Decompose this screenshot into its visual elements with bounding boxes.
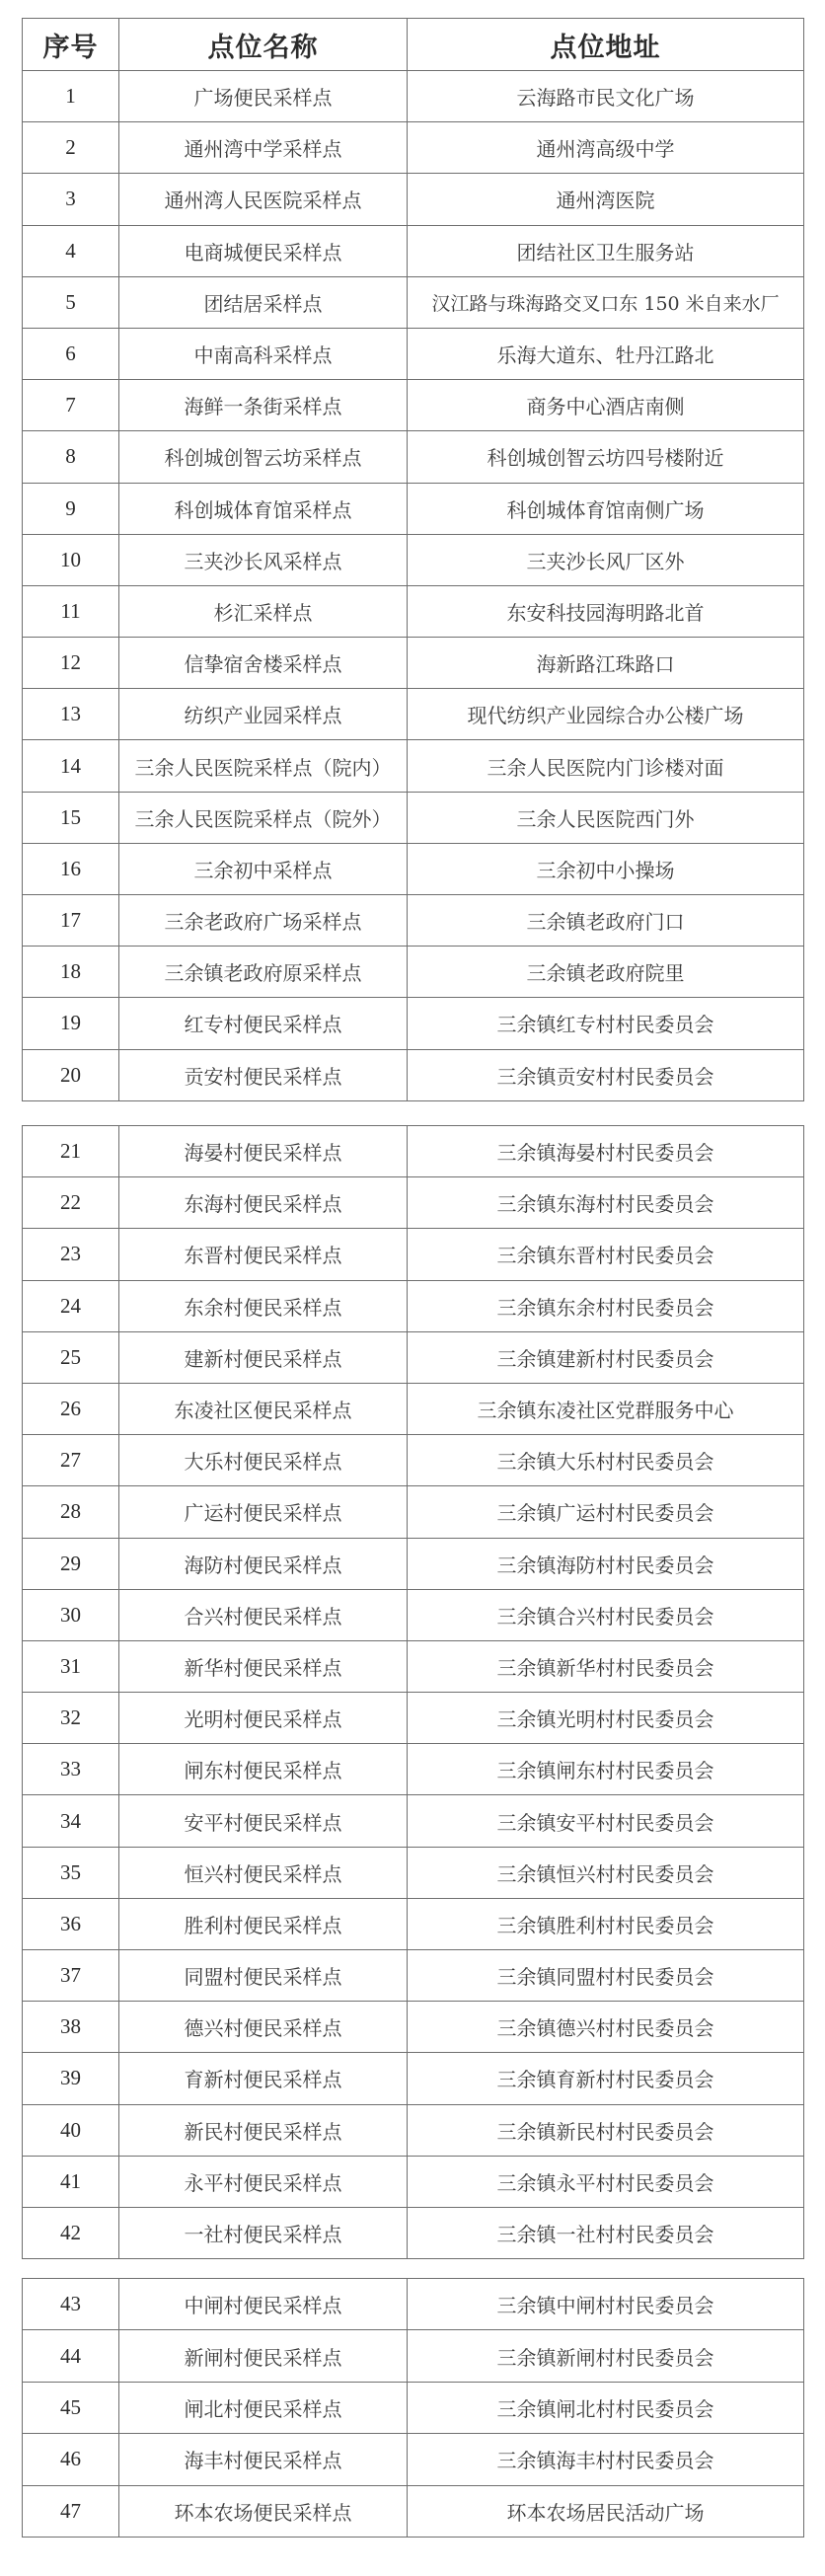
cell-site-name: 中闸村便民采样点 — [119, 2279, 408, 2330]
header-site-name: 点位名称 — [119, 19, 408, 71]
cell-site-address: 三余镇中闸村村民委员会 — [408, 2279, 804, 2330]
cell-serial-number: 6 — [23, 328, 119, 379]
sampling-table-part-2 — [22, 1125, 803, 2259]
cell-serial-number: 8 — [23, 431, 119, 483]
cell-site-name: 新闸村便民采样点 — [119, 2330, 408, 2382]
cell-serial-number: 18 — [23, 947, 119, 998]
cell-serial-number: 14 — [23, 740, 119, 792]
cell-site-name: 杉汇采样点 — [119, 585, 408, 637]
cell-site-address: 三余镇老政府门口 — [408, 895, 804, 947]
table-row — [23, 740, 804, 792]
cell-site-address: 三余镇德兴村村民委员会 — [408, 2002, 804, 2053]
table-row — [23, 1331, 804, 1383]
table-row — [23, 1486, 804, 1538]
cell-serial-number: 17 — [23, 895, 119, 947]
table-row — [23, 998, 804, 1049]
cell-site-name: 育新村便民采样点 — [119, 2053, 408, 2104]
cell-site-name: 贡安村便民采样点 — [119, 1049, 408, 1100]
cell-serial-number: 34 — [23, 1795, 119, 1847]
table-row — [23, 1049, 804, 1100]
cell-site-name: 电商城便民采样点 — [119, 225, 408, 276]
table-row — [23, 843, 804, 894]
cell-site-name: 闸东村便民采样点 — [119, 1744, 408, 1795]
cell-site-address: 科创城创智云坊四号楼附近 — [408, 431, 804, 483]
cell-site-address: 云海路市民文化广场 — [408, 71, 804, 122]
cell-serial-number: 2 — [23, 122, 119, 174]
sampling-table-part-3 — [22, 2278, 803, 2538]
cell-site-address: 商务中心酒店南侧 — [408, 380, 804, 431]
cell-site-name: 恒兴村便民采样点 — [119, 1847, 408, 1898]
cell-site-address: 三余镇新民村村民委员会 — [408, 2104, 804, 2156]
cell-serial-number: 23 — [23, 1229, 119, 1280]
cell-site-address: 汉江路与珠海路交叉口东 150 米自来水厂 — [408, 276, 804, 328]
table-body — [23, 71, 804, 1101]
cell-site-name: 三余人民医院采样点（院内） — [119, 740, 408, 792]
table-row — [23, 2434, 804, 2485]
cell-serial-number: 4 — [23, 225, 119, 276]
table-row — [23, 585, 804, 637]
cell-serial-number: 19 — [23, 998, 119, 1049]
cell-site-address: 团结社区卫生服务站 — [408, 225, 804, 276]
cell-serial-number: 39 — [23, 2053, 119, 2104]
cell-site-name: 三余镇老政府原采样点 — [119, 947, 408, 998]
cell-site-name: 科创城创智云坊采样点 — [119, 431, 408, 483]
cell-serial-number: 15 — [23, 792, 119, 843]
cell-site-address: 三余镇光明村村民委员会 — [408, 1693, 804, 1744]
cell-serial-number: 27 — [23, 1435, 119, 1486]
cell-site-name: 新民村便民采样点 — [119, 2104, 408, 2156]
cell-site-name: 广场便民采样点 — [119, 71, 408, 122]
cell-serial-number: 24 — [23, 1280, 119, 1331]
cell-site-address: 东安科技园海明路北首 — [408, 585, 804, 637]
cell-serial-number: 29 — [23, 1538, 119, 1589]
cell-serial-number: 31 — [23, 1640, 119, 1692]
table-row — [23, 1640, 804, 1692]
table-row — [23, 1898, 804, 1949]
table-row — [23, 2104, 804, 2156]
cell-site-name: 中南高科采样点 — [119, 328, 408, 379]
cell-site-name: 胜利村便民采样点 — [119, 1898, 408, 1949]
cell-serial-number: 40 — [23, 2104, 119, 2156]
cell-site-name: 闸北村便民采样点 — [119, 2382, 408, 2433]
cell-site-name: 大乐村便民采样点 — [119, 1435, 408, 1486]
cell-serial-number: 30 — [23, 1589, 119, 1640]
cell-site-name: 纺织产业园采样点 — [119, 689, 408, 740]
table-row — [23, 689, 804, 740]
table-row — [23, 1280, 804, 1331]
cell-site-address: 乐海大道东、牡丹江路北 — [408, 328, 804, 379]
cell-site-address: 三余人民医院内门诊楼对面 — [408, 740, 804, 792]
cell-site-name: 新华村便民采样点 — [119, 1640, 408, 1692]
cell-site-name: 东凌社区便民采样点 — [119, 1383, 408, 1434]
cell-site-address: 三余镇大乐村村民委员会 — [408, 1435, 804, 1486]
cell-site-name: 海防村便民采样点 — [119, 1538, 408, 1589]
cell-site-name: 永平村便民采样点 — [119, 2156, 408, 2207]
cell-site-name: 光明村便民采样点 — [119, 1693, 408, 1744]
table-row — [23, 276, 804, 328]
cell-site-name: 东海村便民采样点 — [119, 1177, 408, 1229]
cell-serial-number: 25 — [23, 1331, 119, 1383]
table-row — [23, 638, 804, 689]
cell-site-name: 红专村便民采样点 — [119, 998, 408, 1049]
table-row — [23, 792, 804, 843]
table-body — [23, 2279, 804, 2538]
table-row — [23, 895, 804, 947]
cell-site-name: 安平村便民采样点 — [119, 1795, 408, 1847]
cell-serial-number: 43 — [23, 2279, 119, 2330]
cell-serial-number: 35 — [23, 1847, 119, 1898]
sampling-table — [22, 1125, 804, 2259]
cell-site-name: 海丰村便民采样点 — [119, 2434, 408, 2485]
cell-serial-number: 20 — [23, 1049, 119, 1100]
cell-site-address: 三余镇恒兴村村民委员会 — [408, 1847, 804, 1898]
cell-serial-number: 1 — [23, 71, 119, 122]
cell-site-address: 三余镇胜利村村民委员会 — [408, 1898, 804, 1949]
cell-site-address: 三余镇育新村村民委员会 — [408, 2053, 804, 2104]
cell-site-name: 通州湾中学采样点 — [119, 122, 408, 174]
cell-serial-number: 13 — [23, 689, 119, 740]
cell-site-address: 通州湾医院 — [408, 174, 804, 225]
table-row — [23, 380, 804, 431]
cell-serial-number: 45 — [23, 2382, 119, 2433]
cell-site-name: 广运村便民采样点 — [119, 1486, 408, 1538]
cell-serial-number: 32 — [23, 1693, 119, 1744]
cell-site-name: 三余人民医院采样点（院外） — [119, 792, 408, 843]
table-row — [23, 1950, 804, 2002]
table-row — [23, 1383, 804, 1434]
cell-site-address: 现代纺织产业园综合办公楼广场 — [408, 689, 804, 740]
cell-site-name: 合兴村便民采样点 — [119, 1589, 408, 1640]
table-row — [23, 1177, 804, 1229]
table-row — [23, 1538, 804, 1589]
cell-site-address: 三余镇海丰村村民委员会 — [408, 2434, 804, 2485]
cell-serial-number: 46 — [23, 2434, 119, 2485]
table-row — [23, 328, 804, 379]
cell-serial-number: 26 — [23, 1383, 119, 1434]
cell-site-address: 三余镇东晋村村民委员会 — [408, 1229, 804, 1280]
cell-site-address: 三余镇海防村村民委员会 — [408, 1538, 804, 1589]
table-row — [23, 1126, 804, 1177]
cell-site-name: 三余初中采样点 — [119, 843, 408, 894]
sampling-table — [22, 2278, 804, 2538]
table-row — [23, 431, 804, 483]
table-row — [23, 1744, 804, 1795]
sampling-table — [22, 18, 804, 1101]
cell-site-address: 三余镇闸东村村民委员会 — [408, 1744, 804, 1795]
cell-site-name: 建新村便民采样点 — [119, 1331, 408, 1383]
cell-site-address: 三余镇新闸村村民委员会 — [408, 2330, 804, 2382]
cell-site-name: 德兴村便民采样点 — [119, 2002, 408, 2053]
cell-serial-number: 10 — [23, 534, 119, 585]
cell-site-address: 三余镇贡安村村民委员会 — [408, 1049, 804, 1100]
cell-site-address: 三余镇一社村村民委员会 — [408, 2207, 804, 2258]
table-row — [23, 122, 804, 174]
cell-site-address: 环本农场居民活动广场 — [408, 2485, 804, 2537]
cell-serial-number: 9 — [23, 483, 119, 534]
table-row — [23, 2156, 804, 2207]
cell-serial-number: 38 — [23, 2002, 119, 2053]
cell-site-address: 三余镇海晏村村民委员会 — [408, 1126, 804, 1177]
table-row — [23, 174, 804, 225]
cell-site-name: 海晏村便民采样点 — [119, 1126, 408, 1177]
cell-serial-number: 22 — [23, 1177, 119, 1229]
table-row — [23, 2279, 804, 2330]
cell-site-address: 科创城体育馆南侧广场 — [408, 483, 804, 534]
cell-site-address: 三余镇永平村村民委员会 — [408, 2156, 804, 2207]
cell-site-address: 三余镇东海村村民委员会 — [408, 1177, 804, 1229]
cell-site-name: 三余老政府广场采样点 — [119, 895, 408, 947]
cell-site-address: 通州湾高级中学 — [408, 122, 804, 174]
cell-site-name: 环本农场便民采样点 — [119, 2485, 408, 2537]
table-row — [23, 225, 804, 276]
cell-site-address: 三余镇广运村村民委员会 — [408, 1486, 804, 1538]
cell-serial-number: 11 — [23, 585, 119, 637]
cell-site-address: 三余镇闸北村村民委员会 — [408, 2382, 804, 2433]
cell-serial-number: 21 — [23, 1126, 119, 1177]
sampling-table-part-1 — [22, 18, 803, 1101]
table-row — [23, 1435, 804, 1486]
table-row — [23, 1229, 804, 1280]
cell-site-name: 同盟村便民采样点 — [119, 1950, 408, 2002]
cell-serial-number: 16 — [23, 843, 119, 894]
cell-site-address: 三余镇安平村村民委员会 — [408, 1795, 804, 1847]
cell-serial-number: 28 — [23, 1486, 119, 1538]
cell-site-name: 科创城体育馆采样点 — [119, 483, 408, 534]
cell-site-name: 海鲜一条街采样点 — [119, 380, 408, 431]
table-row — [23, 1847, 804, 1898]
cell-serial-number: 36 — [23, 1898, 119, 1949]
table-row — [23, 1795, 804, 1847]
table-row — [23, 71, 804, 122]
cell-serial-number: 3 — [23, 174, 119, 225]
cell-serial-number: 33 — [23, 1744, 119, 1795]
cell-site-address: 三余镇建新村村民委员会 — [408, 1331, 804, 1383]
cell-site-address: 三余镇新华村村民委员会 — [408, 1640, 804, 1692]
table-row — [23, 2002, 804, 2053]
cell-site-name: 通州湾人民医院采样点 — [119, 174, 408, 225]
cell-site-address: 三夹沙长风厂区外 — [408, 534, 804, 585]
table-row — [23, 2382, 804, 2433]
header-site-address: 点位地址 — [408, 19, 804, 71]
table-row — [23, 2485, 804, 2537]
cell-site-address: 三余镇同盟村村民委员会 — [408, 1950, 804, 2002]
cell-site-name: 三夹沙长风采样点 — [119, 534, 408, 585]
cell-serial-number: 5 — [23, 276, 119, 328]
cell-serial-number: 42 — [23, 2207, 119, 2258]
header-serial-number: 序号 — [23, 19, 119, 71]
table-row — [23, 483, 804, 534]
table-body — [23, 1126, 804, 2259]
cell-site-address: 三余人民医院西门外 — [408, 792, 804, 843]
cell-site-address: 三余镇红专村村民委员会 — [408, 998, 804, 1049]
table-row — [23, 947, 804, 998]
cell-site-name: 东余村便民采样点 — [119, 1280, 408, 1331]
table-row — [23, 2330, 804, 2382]
cell-site-address: 三余镇东余村村民委员会 — [408, 1280, 804, 1331]
cell-site-name: 团结居采样点 — [119, 276, 408, 328]
table-row — [23, 534, 804, 585]
cell-serial-number: 12 — [23, 638, 119, 689]
cell-serial-number: 7 — [23, 380, 119, 431]
cell-site-name: 一社村便民采样点 — [119, 2207, 408, 2258]
cell-serial-number: 44 — [23, 2330, 119, 2382]
cell-site-address: 三余初中小操场 — [408, 843, 804, 894]
cell-serial-number: 41 — [23, 2156, 119, 2207]
cell-serial-number: 37 — [23, 1950, 119, 2002]
cell-site-name: 信挚宿舍楼采样点 — [119, 638, 408, 689]
cell-site-address: 海新路江珠路口 — [408, 638, 804, 689]
table-row — [23, 1693, 804, 1744]
table-row — [23, 2053, 804, 2104]
cell-serial-number: 47 — [23, 2485, 119, 2537]
cell-site-address: 三余镇老政府院里 — [408, 947, 804, 998]
cell-site-name: 东晋村便民采样点 — [119, 1229, 408, 1280]
table-header-row — [23, 19, 804, 71]
cell-site-address: 三余镇东凌社区党群服务中心 — [408, 1383, 804, 1434]
cell-site-address: 三余镇合兴村村民委员会 — [408, 1589, 804, 1640]
table-row — [23, 1589, 804, 1640]
table-row — [23, 2207, 804, 2258]
